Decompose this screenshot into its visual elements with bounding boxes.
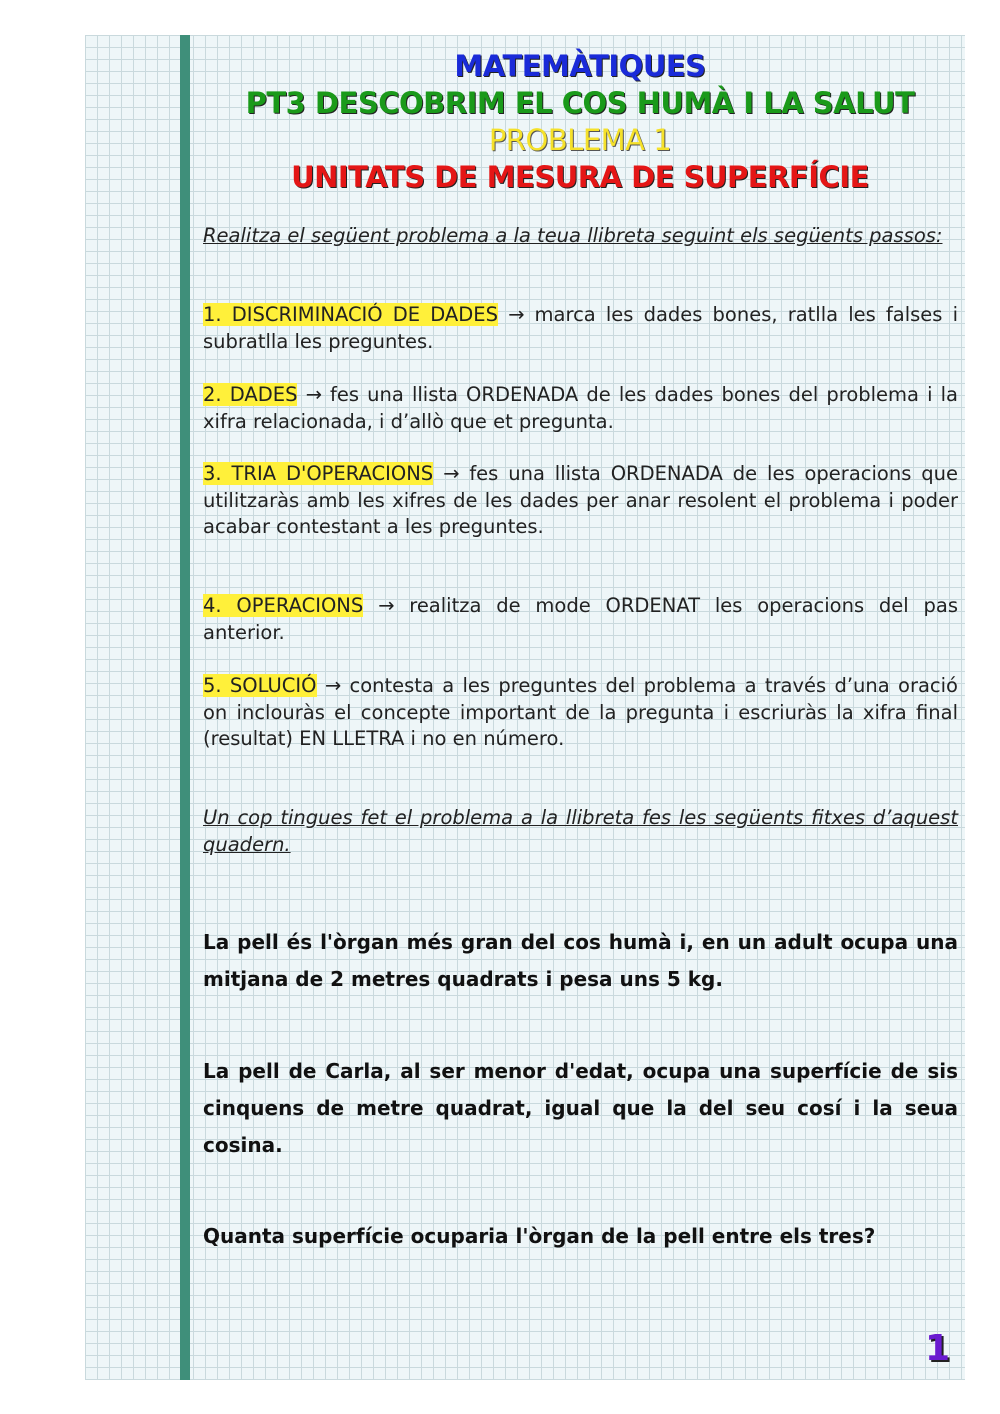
step-4 [203, 593, 958, 646]
step-label: 4. OPERACIONS [203, 594, 364, 617]
outro-text [203, 805, 958, 858]
outro: Un cop tingues fet el problema a la llibreta fes les següents fitxes d’aquest quadern. [203, 806, 958, 856]
step-3 [203, 461, 958, 541]
problem-question: Quanta superfície ocuparia l'òrgan de la pell entre els tres? [203, 1224, 876, 1248]
step-5 [203, 673, 958, 753]
subject-title: MATEMÀTIQUES [454, 49, 706, 83]
step-1 [203, 302, 958, 355]
page-number: 1 [925, 1328, 951, 1369]
step-text: → realitza de mode ORDENAT les operacions del pas anterior. [203, 594, 958, 644]
unit-title: PT3 DESCOBRIM EL COS HUMÀ I LA SALUT [245, 86, 915, 120]
problem-paragraph-2: La pell de Carla, al ser menor d'edat, ocupa una superfície de sis cinquens de metre quadrat, igual que la del seu cosí i la seua cosina. [203, 1059, 958, 1157]
step-text: → contesta a les preguntes del problema a través d’una oració on inclouràs el concepte important de la pregunta i escriuràs la xifra final (resultat) EN LLETRA i no en número. [203, 674, 958, 750]
intro-text [203, 223, 958, 250]
step-label: 1. DISCRIMINACIÓ DE DADES [203, 303, 498, 326]
intro: Realitza el següent problema a la teua llibreta seguint els següents passos: [203, 224, 943, 247]
step-text: → marca les dades bones, ratlla les falses i subratlla les preguntes. [203, 303, 958, 353]
margin-bar [180, 35, 190, 1380]
step-label: 3. TRIA D'OPERACIONS [203, 462, 434, 485]
problem-title: PROBLEMA 1 [488, 123, 672, 157]
problem-paragraph-1: La pell és l'òrgan més gran del cos humà i, en un adult ocupa una mitjana de 2 metres quadrats i pesa uns 5 kg. [203, 930, 958, 991]
step-text: → fes una llista ORDENADA de les operacions que utilitzaràs amb les xifres de les dades per anar resolent el problema i poder acabar contestant a les preguntes. [203, 462, 958, 538]
title-block [200, 48, 960, 196]
step-label: 2. DADES [203, 383, 298, 406]
topic-title: UNITATS DE MESURA DE SUPERFÍCIE [291, 160, 869, 194]
step-label: 5. SOLUCIÓ [203, 674, 317, 697]
step-2 [203, 382, 958, 435]
step-text: → fes una llista ORDENADA de les dades bones del problema i la xifra relacionada, i d’allò que et pregunta. [203, 383, 959, 433]
